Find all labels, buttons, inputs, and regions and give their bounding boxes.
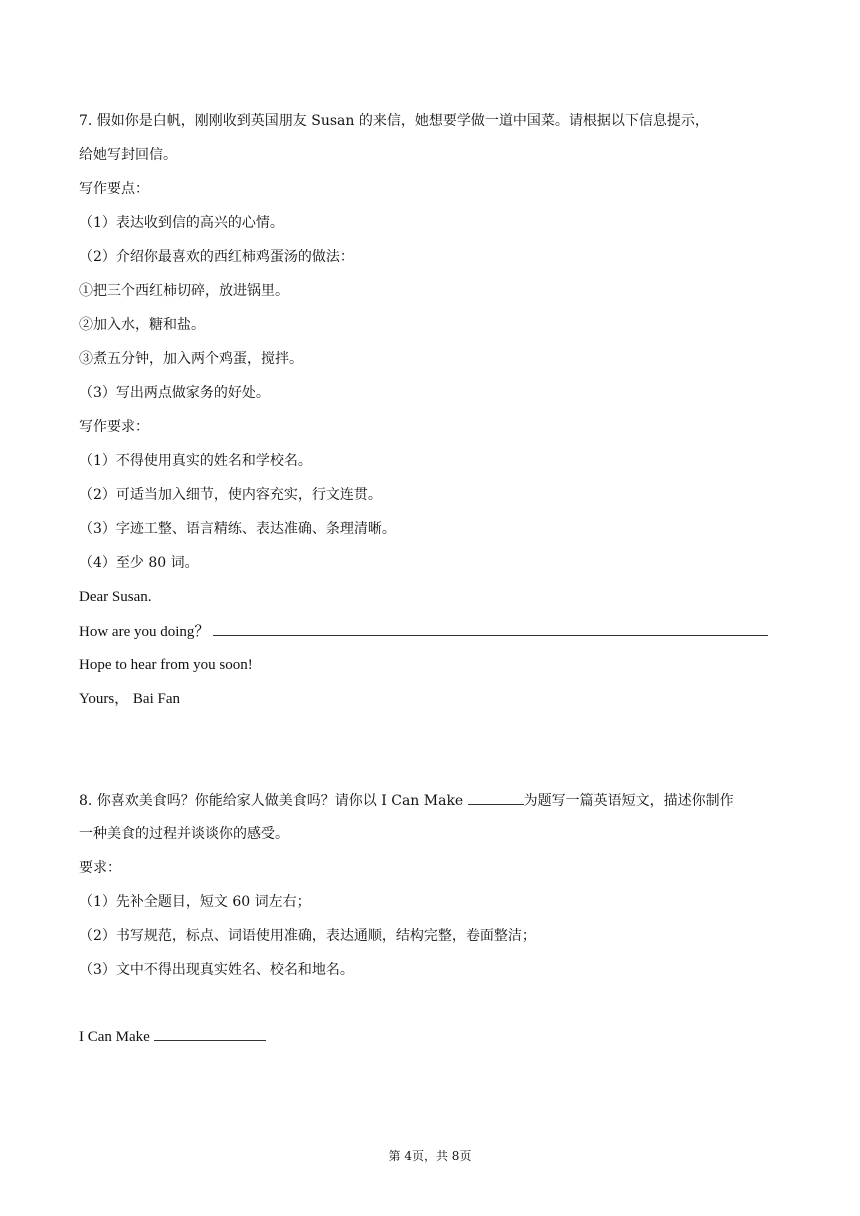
- q8-prompt-line-1: [79, 790, 734, 811]
- q8-title-inline-blank[interactable]: [468, 790, 524, 805]
- letter-body-blank[interactable]: [213, 621, 768, 636]
- q7-requirement-3: （3）字迹工整、语言精练、表达准确、条理清晰。: [79, 521, 396, 537]
- q8-title-line: [79, 1026, 266, 1047]
- q7-requirement-4: （4）至少 80 词。: [79, 555, 199, 571]
- q7-point-3: ①把三个西红柿切碎，放进锅里。: [79, 283, 289, 299]
- q8-requirement-3: （3）文中不得出现真实姓名、校名和地名。: [79, 962, 354, 978]
- q7-point-1: （1）表达收到信的高兴的心情。: [79, 215, 284, 231]
- q8-prompt-line-2: 一种美食的过程并谈谈你的感受。: [79, 826, 289, 842]
- page-footer: 第 4页，共 8页: [388, 1149, 472, 1163]
- q7-requirements-heading: 写作要求：: [79, 419, 149, 435]
- q7-requirement-1: （1）不得使用真实的姓名和学校名。: [79, 453, 312, 469]
- letter-closing: Hope to hear from you soon!: [79, 657, 253, 673]
- q7-points-heading: 写作要点：: [79, 181, 149, 197]
- q8-prompt-before: 8. 你喜欢美食吗？你能给家人做美食吗？请你以 I Can Make: [79, 793, 468, 809]
- letter-greeting: Dear Susan.: [79, 589, 152, 605]
- letter-opening: How are you doing？: [79, 624, 210, 640]
- q7-prompt-line-2: 给她写封回信。: [79, 147, 177, 163]
- q8-requirement-2: （2）书写规范，标点、词语使用准确，表达通顺，结构完整，卷面整洁；: [79, 928, 536, 944]
- q8-title-blank[interactable]: [154, 1026, 266, 1041]
- q8-requirement-1: （1）先补全题目，短文 60 词左右；: [79, 894, 311, 910]
- q7-requirement-2: （2）可适当加入细节，使内容充实，行文连贯。: [79, 487, 382, 503]
- q7-point-2: （2）介绍你最喜欢的西红柿鸡蛋汤的做法：: [79, 249, 354, 265]
- q8-prompt-after: 为题写一篇英语短文，描述你制作: [523, 793, 734, 809]
- q7-point-4: ②加入水，糖和盐。: [79, 317, 205, 333]
- q8-title-prefix: I Can Make: [79, 1029, 154, 1045]
- q7-point-6: （3）写出两点做家务的好处。: [79, 385, 270, 401]
- letter-signoff: Yours， Bai Fan: [79, 691, 180, 707]
- letter-opening-line: [79, 621, 768, 642]
- q7-prompt-line-1: 7. 假如你是白帆，刚刚收到英国朋友 Susan 的来信，她想要学做一道中国菜。请根据以下信息提示，: [79, 113, 709, 129]
- q8-requirements-heading: 要求：: [79, 860, 121, 876]
- q7-point-5: ③煮五分钟，加入两个鸡蛋，搅拌。: [79, 351, 303, 367]
